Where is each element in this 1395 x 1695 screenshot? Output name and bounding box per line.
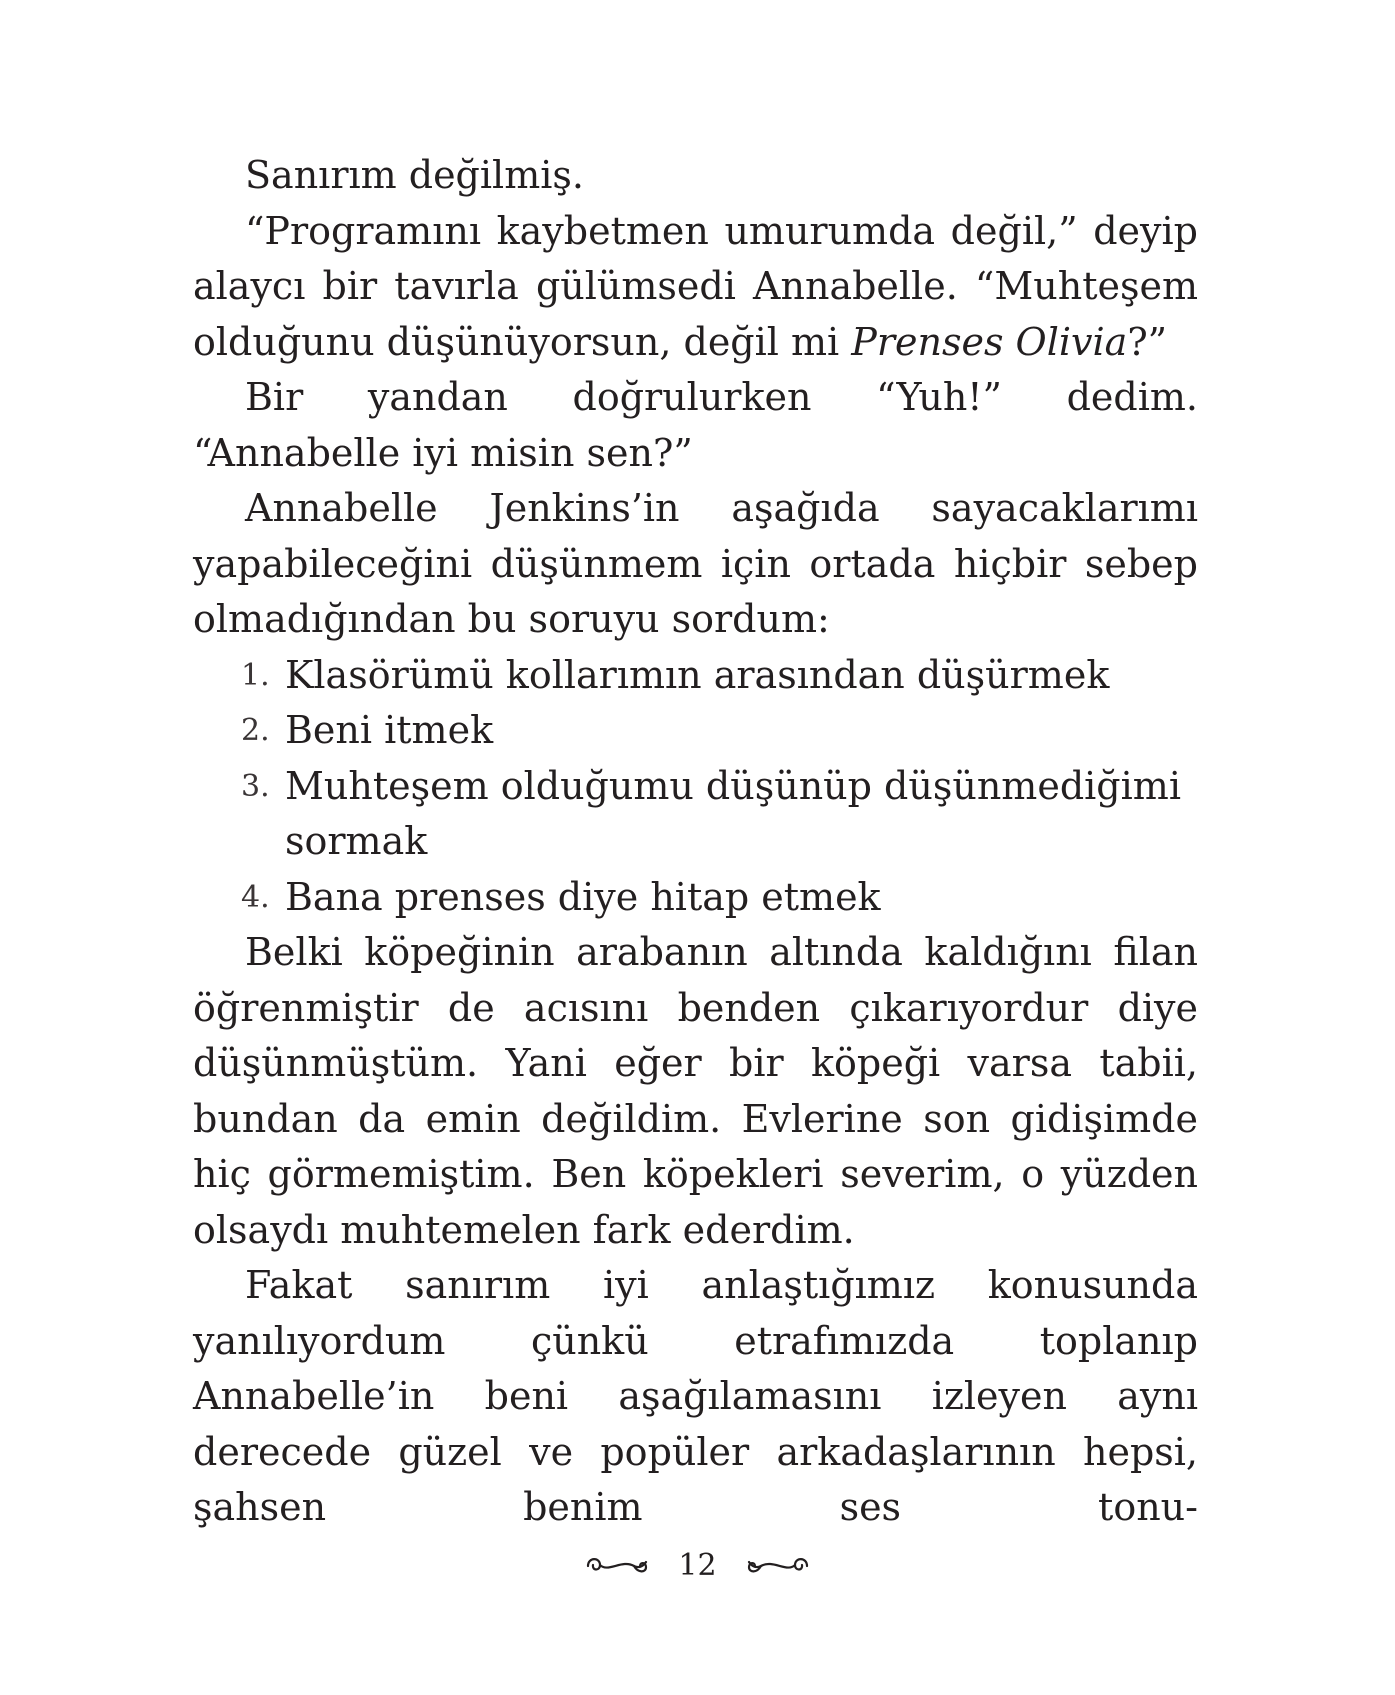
list-item <box>193 870 1198 926</box>
paragraph: Belki köpeğinin arabanın altında kaldığını filan öğrenmiştir de acısını benden çıkarıyordur diye düşünmüştüm. Yani eğer bir köpeği varsa tabii, bundan da emin değildim. Evlerine son gidişimde hiç görmemiştim. Ben köpekleri severim, o yüzden olsaydı muhtemelen fark ederdim. <box>193 930 1198 1252</box>
paragraph: Annabelle Jenkins’in aşağıda sayacaklarımı yapabileceğini düşünmem için ortada hiçbir sebep olmadığından bu soruyu sordum: <box>193 486 1198 641</box>
list-number: 3. <box>241 768 270 804</box>
list-text: Muhteşem olduğumu düşünüp düşünmediğimi sormak <box>285 763 1181 863</box>
swirl-ornament-right-icon <box>745 1553 811 1579</box>
list-text: Beni itmek <box>285 708 494 752</box>
list-item <box>193 759 1198 870</box>
numbered-list <box>193 648 1198 926</box>
paragraph <box>193 204 1198 371</box>
paragraph-text: “Programını kaybetmen umurumda değil,” deyip alaycı bir tavırla gülümsedi Annabelle. “Muhteşem olduğunu düşünüyorsun, değil mi <box>193 208 1198 364</box>
paragraph: Sanırım değilmiş. <box>245 153 584 197</box>
list-text: Bana prenses diye hitap etmek <box>285 874 881 919</box>
list-item <box>193 703 1198 759</box>
body-text <box>193 148 1198 1536</box>
paragraph: Bir yandan doğrulurken “Yuh!” dedim. “Annabelle iyi misin sen?” <box>193 375 1198 475</box>
list-number: 4. <box>241 879 270 915</box>
italic-name: Prenses Olivia <box>851 319 1128 364</box>
list-number: 1. <box>241 657 270 693</box>
swirl-ornament-left-icon <box>584 1553 650 1579</box>
page-number: 12 <box>678 1548 717 1583</box>
list-item <box>193 648 1198 704</box>
paragraph-text-end: ?” <box>1127 319 1168 364</box>
list-number: 2. <box>241 713 270 748</box>
page-footer <box>0 1548 1395 1583</box>
list-text: Klasörümü kollarımın arasından düşürmek <box>285 652 1110 697</box>
paragraph: Fakat sanırım iyi anlaştığımız konusunda yanılıyordum çünkü etrafımızda toplanıp Annabelle’in beni aşağılamasını izleyen aynı derecede güzel ve popüler arkadaşlarının hepsi, şahsen benim ses tonu- <box>193 1263 1198 1529</box>
